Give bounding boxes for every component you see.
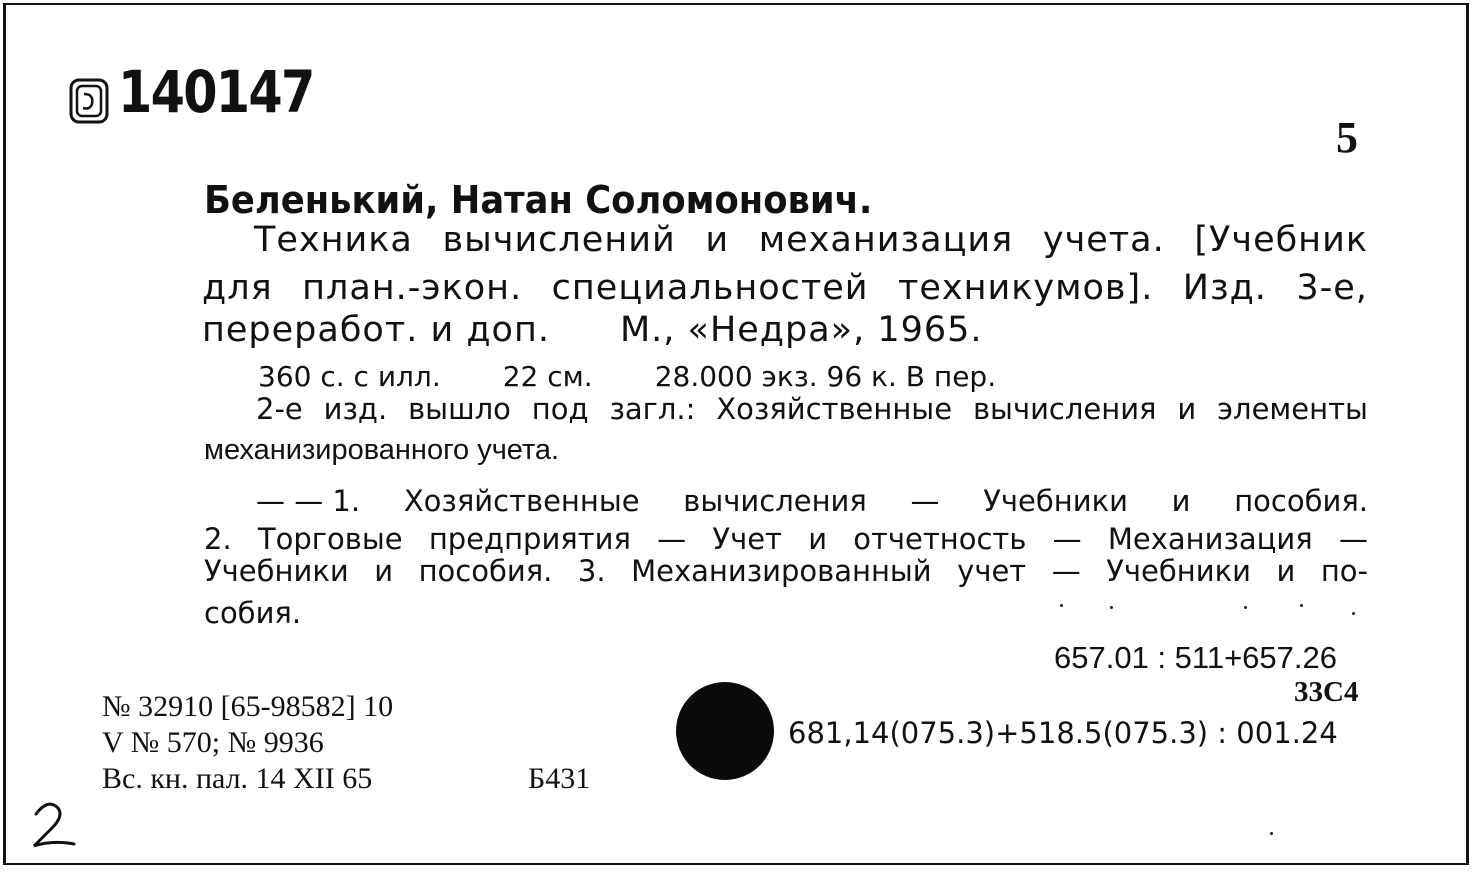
title-word: [Учебник: [1194, 220, 1368, 260]
chamber-line: Вс. кн. пал. 14 XII 65: [102, 762, 373, 795]
subject-word: Торговые: [257, 522, 403, 556]
note-word: элементы: [1217, 392, 1368, 426]
subject-word: Учебники: [1106, 554, 1251, 588]
print-run-price: 28.000 экз. 96 к. В пер.: [654, 360, 997, 393]
title-word: Изд.: [1182, 268, 1267, 308]
title-word: для: [202, 268, 273, 308]
order-line: V № 570; № 9936: [102, 726, 324, 759]
ink-speck: [1110, 606, 1113, 609]
subject-line-3: [204, 554, 1368, 588]
title-word: Техника: [254, 220, 413, 260]
subject-word: Хозяйственные: [403, 484, 640, 518]
subject-word: —: [657, 522, 687, 556]
note-line-1: [256, 392, 1368, 426]
subject-word: пособия.: [418, 554, 553, 588]
size: 22 см.: [502, 360, 593, 393]
note-word: под: [531, 392, 589, 426]
udc-secondary: 681,14(075.3)+518.5(075.3) : 001.24: [788, 716, 1338, 750]
udc-classification: 657.01 : 511+657.26: [1054, 640, 1337, 675]
title-word: специальностей: [551, 268, 869, 308]
subject-line-4: собия.: [204, 596, 302, 630]
title-word: техникумов].: [898, 268, 1154, 308]
ink-speck: [1270, 832, 1273, 835]
subject-word: —: [910, 484, 940, 518]
subject-word: и: [1171, 484, 1191, 518]
publisher-imprint: М., «Недра», 1965.: [619, 310, 983, 350]
note-word: и: [1177, 392, 1197, 426]
press-code: Б431: [528, 762, 591, 795]
ink-speck: [1060, 604, 1063, 607]
note-line-2: механизированного учета.: [204, 434, 560, 466]
author-heading: Беленький, Натан Соломонович.: [204, 178, 873, 222]
subject-word: 2.: [204, 522, 232, 556]
punch-hole: [676, 682, 774, 780]
note-word: вычисления: [972, 392, 1157, 426]
note-word: 2-е: [256, 392, 303, 426]
note-word: вышло: [408, 392, 511, 426]
subject-word: вычисления: [683, 484, 867, 518]
subject-word: — — 1.: [256, 484, 361, 518]
bbk-classification: 33С4: [1294, 676, 1359, 708]
subject-word: Учебники: [983, 484, 1128, 518]
subject-word: Механизация: [1107, 522, 1313, 556]
subject-word: отчетность: [853, 522, 1027, 556]
registration-line: № 32910 [65-98582] 10: [102, 690, 394, 723]
subject-line-2: [204, 522, 1368, 556]
subject-word: —: [1052, 522, 1082, 556]
inventory-number: 140147: [118, 58, 314, 126]
subject-word: Учет: [712, 522, 782, 556]
subject-word: и: [808, 522, 828, 556]
title-line-2: [202, 268, 1368, 308]
pages: 360 с. с илл.: [258, 360, 441, 393]
subject-word: 3.: [577, 554, 606, 588]
subject-line-1: [256, 484, 1368, 518]
title-word: и: [705, 220, 730, 260]
ink-speck: [1352, 612, 1355, 615]
title-line-1: [254, 220, 1368, 260]
note-word: Хозяйственные: [716, 392, 953, 426]
title-word: план.-экон.: [302, 268, 523, 308]
title-word: 3-е,: [1296, 268, 1368, 308]
edition-note: переработ. и доп.: [202, 310, 550, 350]
subject-word: предприятия: [428, 522, 631, 556]
note-word: загл.:: [609, 392, 696, 426]
subject-word: Механизированный: [631, 554, 932, 588]
card-page-number: 5: [1336, 113, 1358, 162]
ink-speck: [1244, 606, 1247, 609]
title-line-3: [202, 310, 983, 350]
physical-description: [258, 360, 996, 393]
subject-word: —: [1338, 522, 1368, 556]
subject-word: и: [1276, 554, 1296, 588]
subject-word: и: [374, 554, 394, 588]
subject-word: пособия.: [1234, 484, 1368, 518]
subject-word: учет: [957, 554, 1027, 588]
subject-word: по-: [1320, 554, 1368, 588]
subject-word: Учебники: [204, 554, 349, 588]
title-word: вычислений: [442, 220, 676, 260]
title-word: учета.: [1042, 220, 1165, 260]
subject-word: —: [1051, 554, 1081, 588]
ink-speck: [1300, 604, 1303, 607]
title-word: механизация: [758, 220, 1014, 260]
handwritten-mark: [26, 796, 86, 852]
library-stamp-icon: [68, 74, 112, 126]
note-word: изд.: [323, 392, 388, 426]
